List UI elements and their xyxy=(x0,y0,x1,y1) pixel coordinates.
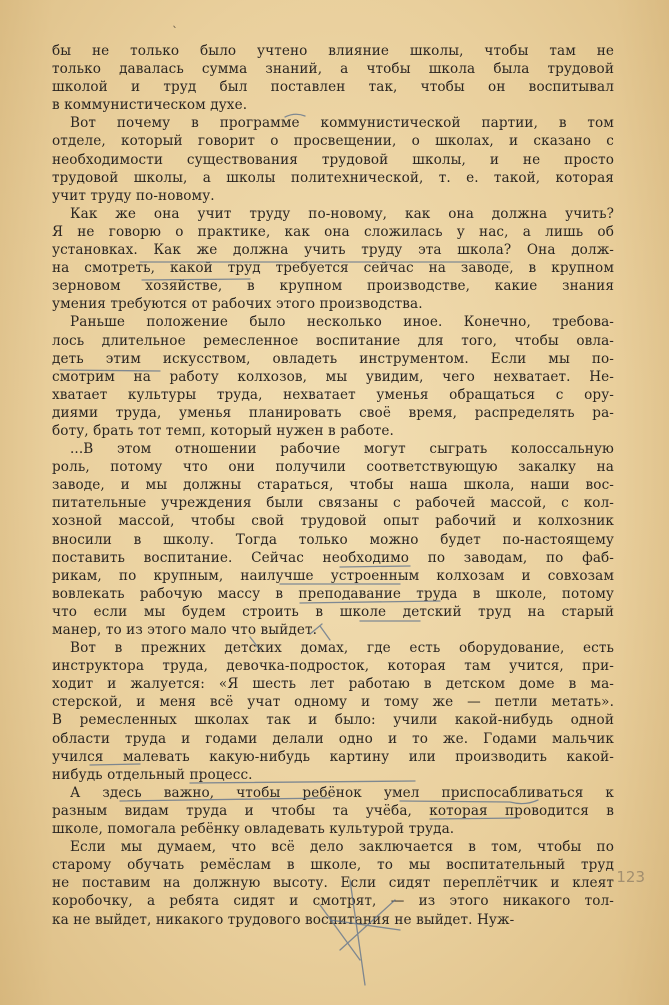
corner-mark: ˎ xyxy=(172,14,178,28)
text-line: школой и труд был поставлен так, чтобы он воспитывал xyxy=(52,79,614,96)
text-line: лось длительное ремесленное воспитание для того, чтобы овла- xyxy=(52,332,614,349)
text-line: хватает культуры труда, нехватает уменья обращаться с ору- xyxy=(52,386,614,403)
text-line: умения требуются от рабочих этого производства. xyxy=(52,296,423,313)
text-line: поставить воспитание. Сейчас необходимо по заводам, по фаб- xyxy=(52,549,614,566)
paragraph xyxy=(52,440,614,639)
text-line: отделе, который говорит о просвещении, о школах, и сказано с xyxy=(52,133,614,150)
text-line: Вот в прежних детских домах, где есть оборудование, есть xyxy=(70,640,614,657)
text-line: школе, помогала ребёнку овладевать культурой труда. xyxy=(52,821,455,838)
text-line: заводе, и мы должны стараться, чтобы наша школа, наши вос- xyxy=(52,477,614,494)
text-line: вовлекать рабочую массу в преподавание труда в школе, потому xyxy=(52,585,614,602)
text-line: инструктора труда, девочка-подросток, которая там учится, при- xyxy=(52,658,614,675)
paragraph xyxy=(52,205,614,314)
paragraph xyxy=(52,42,614,114)
text-line: стерской, и меня всё учат одному и тому же — петли метать». xyxy=(52,694,614,711)
paragraph xyxy=(52,114,614,204)
paragraph xyxy=(52,313,614,440)
text-line: манер, то из этого мало что выйдет. xyxy=(52,622,318,638)
text-line: боту, брать тот темп, который нужен в работе. xyxy=(52,422,394,439)
text-line: Как же она учит труду по-новому, как она должна учить? xyxy=(70,205,614,222)
text-line: Вот почему в программе коммунистической партии, в том xyxy=(70,115,614,132)
text-line: А здесь важно, чтобы ребёнок умел приспосабливаться к xyxy=(70,784,614,801)
text-line: Раньше положение было несколько иное. Конечно, требова- xyxy=(70,314,614,331)
text-line: не поставим на должную высоту. Если сидят переплётчик и клеят xyxy=(52,875,614,892)
text-line: трудовой школы, а школы политехнической, т. е. такой, которая xyxy=(52,169,614,186)
text-line: на смотреть, какой труд требуется сейчас на заводе, в крупном xyxy=(52,260,614,277)
text-line: старому обучать ремёслам в школе, то мы воспитательный труд xyxy=(52,857,614,874)
text-line: нибудь отдельный процесс. xyxy=(52,766,253,783)
text-line: что если мы будем строить в школе детский труд на старый xyxy=(52,603,614,620)
text-line: рикам, по крупным, наилучше устроенным колхозам и совхозам xyxy=(52,567,614,584)
text-line: Если мы думаем, что всё дело заключается в том, чтобы по xyxy=(70,839,614,856)
text-line: учит труду по-новому. xyxy=(52,187,215,204)
text-line: области труда и годами делали одно и то же. Годами мальчик xyxy=(52,730,614,747)
text-line: установках. Как же должна учить труду эта школа? Она долж- xyxy=(52,242,614,259)
text-line: необходимости существования трудовой школы, и не просто xyxy=(52,151,614,168)
paragraph xyxy=(52,784,614,838)
text-line: питательные учреждения были связаны с рабочей массой, с кол- xyxy=(52,495,614,512)
text-line: В ремесленных школах так и было: учили какой-нибудь одной xyxy=(52,712,614,729)
text-line: зерновом хозяйстве, в крупном производстве, какие знания xyxy=(52,278,614,295)
text-line: только давалась сумма знаний, а чтобы школа была трудовой xyxy=(52,61,614,78)
text-line: роль, потому что они получили соответствующую закалку на xyxy=(52,459,614,476)
text-line: Я не говорю о практике, как она сложилась у нас, а лишь об xyxy=(52,223,614,240)
book-page-text xyxy=(52,42,614,972)
text-line: вносили в школу. Тогда только можно будет по-настоящему xyxy=(52,531,614,548)
text-line: бы не только было учтено влияние школы, чтобы там не xyxy=(52,43,614,59)
text-line: разным видам труда и чтобы та учёба, которая проводится в xyxy=(52,802,614,819)
text-line: ходит и жалуется: «Я шесть лет работаю в детском доме в ма- xyxy=(52,676,614,693)
text-line: хозной массой, чтобы свой трудовой опыт рабочий и колхозник xyxy=(52,513,614,530)
text-line: коробочку, а ребята сидят и смотрят, — из этого никакого тол- xyxy=(52,893,614,910)
text-line: ка не выйдет, никакого трудового воспитания не выйдет. Нуж- xyxy=(52,911,515,928)
text-line: деть этим искусством, овладеть инструментом. Если мы по- xyxy=(52,350,614,367)
paragraph xyxy=(52,838,614,928)
text-line: смотрим на работу колхозов, мы увидим, чего нехватает. Не- xyxy=(52,368,614,385)
text-line: учился малевать какую-нибудь картину или производить какой- xyxy=(52,748,614,765)
text-line: диями труда, уменья планировать своё время, распределять ра- xyxy=(52,404,614,421)
page-number: 123 xyxy=(616,868,645,886)
text-line: ...В этом отношении рабочие могут сыграть колоссальную xyxy=(70,441,614,458)
text-line: в коммунистическом духе. xyxy=(52,97,248,114)
paragraph xyxy=(52,639,614,784)
